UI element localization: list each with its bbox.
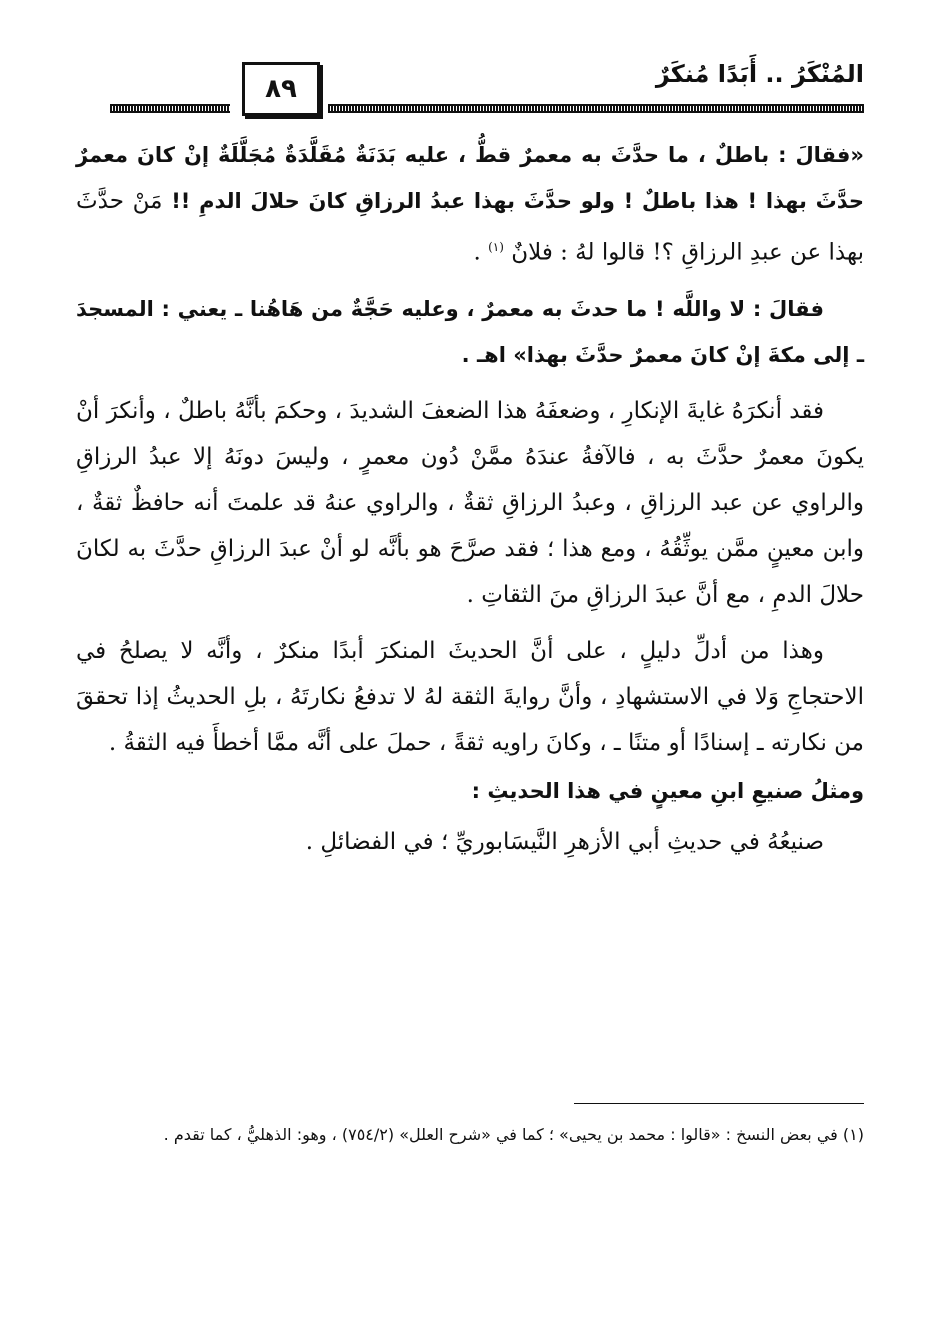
quote-paragraph-2: فقالَ : لا واللَّه ! ما حدثَ به معمرٌ ، وعليه حَجَّةٌ من هَاهُنا ـ يعني : المسجدَ ـ إلى مكةَ إنْ كانَ معمرٌ حدَّثَ بهذا» اهـ . (76, 296, 864, 367)
header-rule-right (328, 104, 864, 113)
paragraph-5: صنيعُهُ في حديثِ أبي الأزهرِ النَّيسَابوريِّ ؛ في الفضائلِ . (305, 828, 824, 855)
header-rule-left (110, 104, 230, 113)
quote-text-1: «فقالَ : باطلٌ ، ما حدَّثَ به معمرٌ قطُّ ، عليه بَدَنَةٌ مُقَلَّدَةٌ مُجَلَّلَةٌ إنْ كانَ معمرٌ حدَّثَ بهذا ! هذا باطلٌ ! ولو حدَّثَ بهذا عبدُ الرزاقِ كانَ حلالَ الدمِ !! (76, 143, 865, 213)
footnote-marker[interactable]: (١) (488, 240, 504, 254)
quote-end-1: . (473, 239, 481, 266)
section-heading: ومثلُ صنيعِ ابنِ معينٍ في هذا الحديثِ : (471, 778, 864, 803)
page-number: ٨٩ (265, 74, 297, 104)
footnote-separator (574, 1103, 864, 1104)
main-text (76, 132, 864, 870)
quote-paragraph-1 (76, 132, 864, 276)
running-header (110, 56, 864, 124)
footnote: (١) في بعض النسخ : «قالوا : محمد بن يحيى» ؛ كما في «شرح العلل» (٧٥٤/٢) ، وهو: الذهليُّ ، كما تقدم . (163, 1125, 864, 1144)
paragraph-4: وهذا من أدلِّ دليلٍ ، على أنَّ الحديثَ المنكرَ أبدًا منكرٌ ، وأنَّه لا يصلحُ في الاحتجاجِ وَلا في الاستشهادِ ، وأنَّ روايةَ الثقة لهُ لا تدفعُ نكارتَهُ ، بلِ الحديثُ إذا تحققَ من نكارته ـ إسنادًا أو متنًا ـ ، وكانَ راويه ثقةً ، حملَ على أنَّه ممَّا أخطأَ فيه الثقةُ . (76, 637, 864, 756)
quote-tail-1: مَنْ حدَّثَ بهذا عن عبدِ الرزاقِ ؟! قالوا لهُ : فلانٌ (76, 188, 864, 266)
running-title: المُنْكَرُ .. أَبَدًا مُنكَرٌ (655, 60, 864, 88)
page-number-box (242, 62, 320, 116)
paragraph-3: فقد أنكرَهُ غايةَ الإنكارِ ، وضعفَهُ هذا الضعفَ الشديدَ ، وحكمَ بأنَّهُ باطلٌ ، وأنكرَ أنْ يكونَ معمرٌ حدَّثَ به ، فالآفةُ عندَهُ ممَّنْ دُون معمرٍ ، وليسَ دونَهُ إلا عبدُ الرزاقِ والراوي عن عبد الرزاقِ ، وعبدُ الرزاقِ ثقةٌ ، والراوي عنهُ قد علمتَ أنه حافظٌ ثقةٌ ، وابن معينٍ ممَّن يوثِّقُهُ ، ومع هذا ؛ فقد صرَّحَ هو بأنَّه لو أنْ عبدَ الرزاقِ حدَّثَ به لكانَ حلالَ الدمِ ، مع أنَّ عبدَ الرزاقِ منَ الثقاتِ . (76, 397, 864, 608)
